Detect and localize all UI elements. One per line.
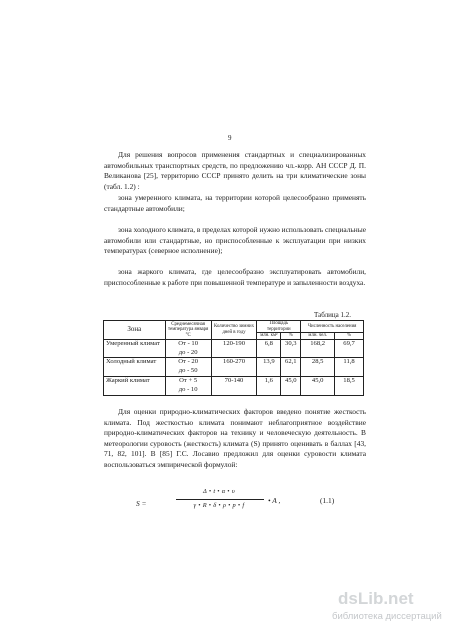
page-number: 9 — [228, 134, 232, 142]
watermark-logo: dsLib.net — [338, 589, 414, 608]
cell-area-abs: 6,8 — [257, 339, 281, 358]
formula-factor: • A , — [268, 496, 281, 505]
table-row — [104, 376, 364, 395]
header-winter-days: Количество зимних дней в году — [211, 321, 257, 340]
paragraph-temperate-zone: зона умеренного климата, на территории которой целесообразно применять стандартные автомобили; — [104, 193, 366, 213]
cell-temperature: От - 20 до - 50 — [165, 358, 211, 377]
paragraph-hot-zone: зона жаркого климата, где целесообразно эксплуатировать автомобили, приспособленные к работе при повышенной температуре и запыленности воздуха. — [104, 267, 366, 287]
table-row — [104, 358, 364, 377]
cell-winter-days: 70-140 — [211, 376, 257, 395]
header-temperature: Среднемесячная температура января °С — [165, 321, 211, 340]
cell-zone: Умеренный климат — [104, 339, 166, 358]
paragraph-cold-zone: зона холодного климата, в пределах которой нужно использовать специальные автомобили или стандартные, но приспособленные к эксплуатации при низких температурах (северное исполнение); — [104, 225, 366, 256]
cell-temperature: От - 10 до - 20 — [165, 339, 211, 358]
climate-zones-table — [103, 320, 364, 396]
cell-pop-pct: 18,5 — [335, 376, 364, 395]
paragraph-intro: Для решения вопросов применения стандартных и специализированных автомобильных транспортных средств, по предложению чл.-корр. АН СССР Д. П. Великанова [25], территорию СССР принято делить на три климатические зоны (табл. 1.2) : — [104, 150, 366, 191]
cell-winter-days: 160-270 — [211, 358, 257, 377]
cell-area-pct: 30,3 — [281, 339, 301, 358]
formula-numerator: Δ • t • α • υ — [203, 488, 235, 495]
cell-pop-abs: 28,5 — [301, 358, 335, 377]
formula-denominator: γ • R • δ • ρ • p • f — [193, 502, 245, 509]
cell-zone: Жаркий климат — [104, 376, 166, 395]
header-area-pct: % — [281, 333, 301, 340]
cell-pop-pct: 69,7 — [335, 339, 364, 358]
formula-lhs: S = — [136, 499, 147, 508]
cell-area-abs: 13,9 — [257, 358, 281, 377]
header-pop-abs: млн. чел. — [301, 333, 335, 340]
table-row — [104, 339, 364, 358]
cell-pop-abs: 45,0 — [301, 376, 335, 395]
header-area: Площадь территории — [257, 321, 301, 333]
severity-formula — [104, 488, 366, 518]
cell-pop-abs: 168,2 — [301, 339, 335, 358]
cell-pop-pct: 11,8 — [335, 358, 364, 377]
header-area-abs: млн. км² — [257, 333, 281, 340]
formula-fraction-bar — [176, 499, 264, 500]
table-caption: Таблица 1.2. — [314, 311, 351, 319]
cell-zone: Холодный климат — [104, 358, 166, 377]
watermark-subtitle: библиотека диссертаций — [332, 611, 442, 622]
cell-temperature: От + 5 до - 10 — [165, 376, 211, 395]
cell-area-pct: 62,1 — [281, 358, 301, 377]
cell-area-abs: 1,6 — [257, 376, 281, 395]
formula-number: (1.1) — [320, 496, 335, 505]
header-zone: Зона — [104, 321, 166, 340]
cell-winter-days: 120-190 — [211, 339, 257, 358]
header-pop-pct: % — [335, 333, 364, 340]
header-population: Численность населения — [301, 321, 364, 333]
paragraph-climate-severity: Для оценки природно-климатических факторов введено понятие жесткость климата. Под жесткостью климата понимают неблагоприятное воздействие природно-климатических факторов на технику и человеческую деятельность. В метеорологии суровость (жесткость) климата (S) принято оценивать в баллах [43, 71, 82, 101]. В [85] Г.С. Лосавио предложил для оценки суровости климата воспользоваться эмпирической формулой: — [104, 407, 366, 469]
cell-area-pct: 45,0 — [281, 376, 301, 395]
